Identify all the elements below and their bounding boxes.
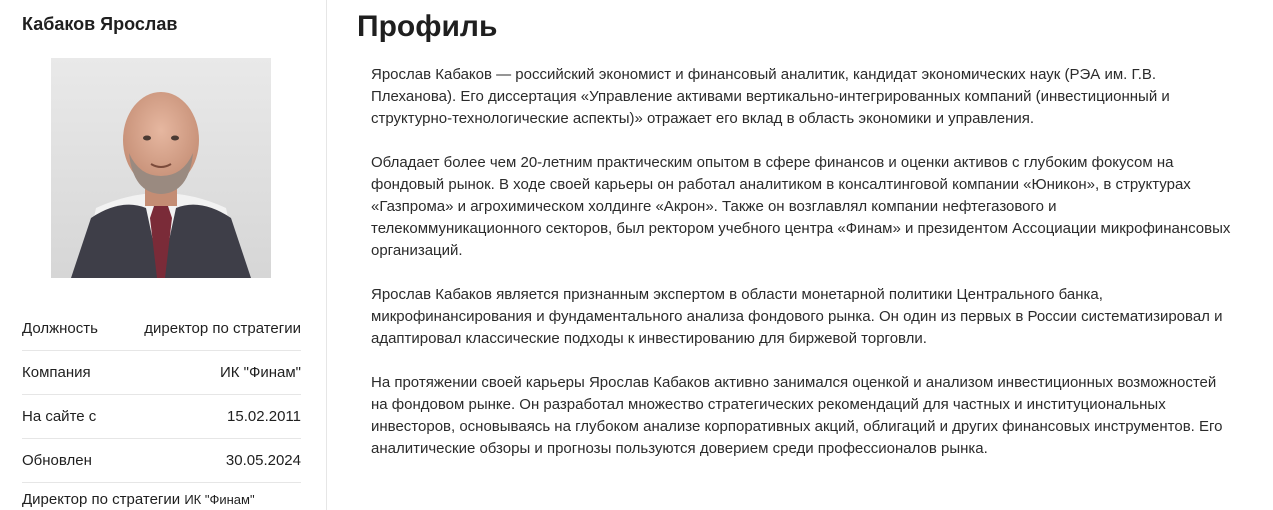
info-value: 30.05.2024 (225, 452, 301, 469)
author-portrait-image (51, 58, 271, 278)
info-row-company (22, 351, 301, 395)
page-title: Профиль (357, 10, 498, 43)
profile-bio (371, 64, 1231, 482)
info-row-position (22, 307, 301, 351)
info-label: Обновлен (22, 452, 92, 469)
author-info-list (22, 307, 301, 483)
info-label: На сайте с (22, 408, 97, 425)
bio-paragraph: Ярослав Кабаков — российский экономист и финансовый аналитик, кандидат экономических наук (РЭА им. Г.В. Плеханова). Его диссертация «Управление активами вертикально-интегрированных компаний (инвестиционный и структурно-технологические аспекты)» отражает его вклад в область экономики и управления. (371, 66, 1170, 127)
info-value: 15.02.2011 (227, 408, 301, 425)
info-row-updated (22, 439, 301, 483)
author-photo (51, 58, 271, 278)
author-role-line (22, 491, 255, 508)
bio-paragraph: Ярослав Кабаков является признанным экспертом в области монетарной политики Центрального банка, микрофинансирования и фундаментального анализа фондового рынка. Он один из первых в России систематизировал и адаптировал классические подходы к инвестированию для биржевой торговли. (371, 286, 1223, 347)
bio-paragraph: Обладает более чем 20-летним практическим опытом в сфере финансов и оценки активов с глубоким фокусом на фондовый рынок. В ходе своей карьеры он работал аналитиком в консалтинговой компании «Юникон», в структурах «Газпрома» и агрохимическом холдинге «Акрон». Также он возглавлял компании нефтегазового и телекоммуникационного секторов, был ректором учебного центра «Финам» и президентом Ассоциации микрофинансовых организаций. (371, 154, 1231, 259)
role-company: ИК "Финам" (184, 492, 255, 507)
info-value: директор по стратегии (144, 320, 301, 337)
info-label: Должность (22, 320, 98, 337)
role-position: Директор по стратегии (22, 491, 181, 508)
info-label: Компания (22, 364, 91, 381)
info-value: ИК "Финам" (219, 364, 301, 381)
bio-paragraph: На протяжении своей карьеры Ярослав Кабаков активно занимался оценкой и анализом инвестиционных возможностей на фондовом рынке. Он разработал множество стратегических рекомендаций для частных и институциональных инвесторов, основываясь на глубоком анализе корпоративных акций, облигаций и других финансовых инструментов. Его аналитические обзоры и прогнозы пользуются доверием среди профессионалов рынка. (371, 374, 1223, 457)
info-row-since (22, 395, 301, 439)
author-name: Кабаков Ярослав (22, 14, 178, 34)
author-sidebar (0, 0, 327, 510)
